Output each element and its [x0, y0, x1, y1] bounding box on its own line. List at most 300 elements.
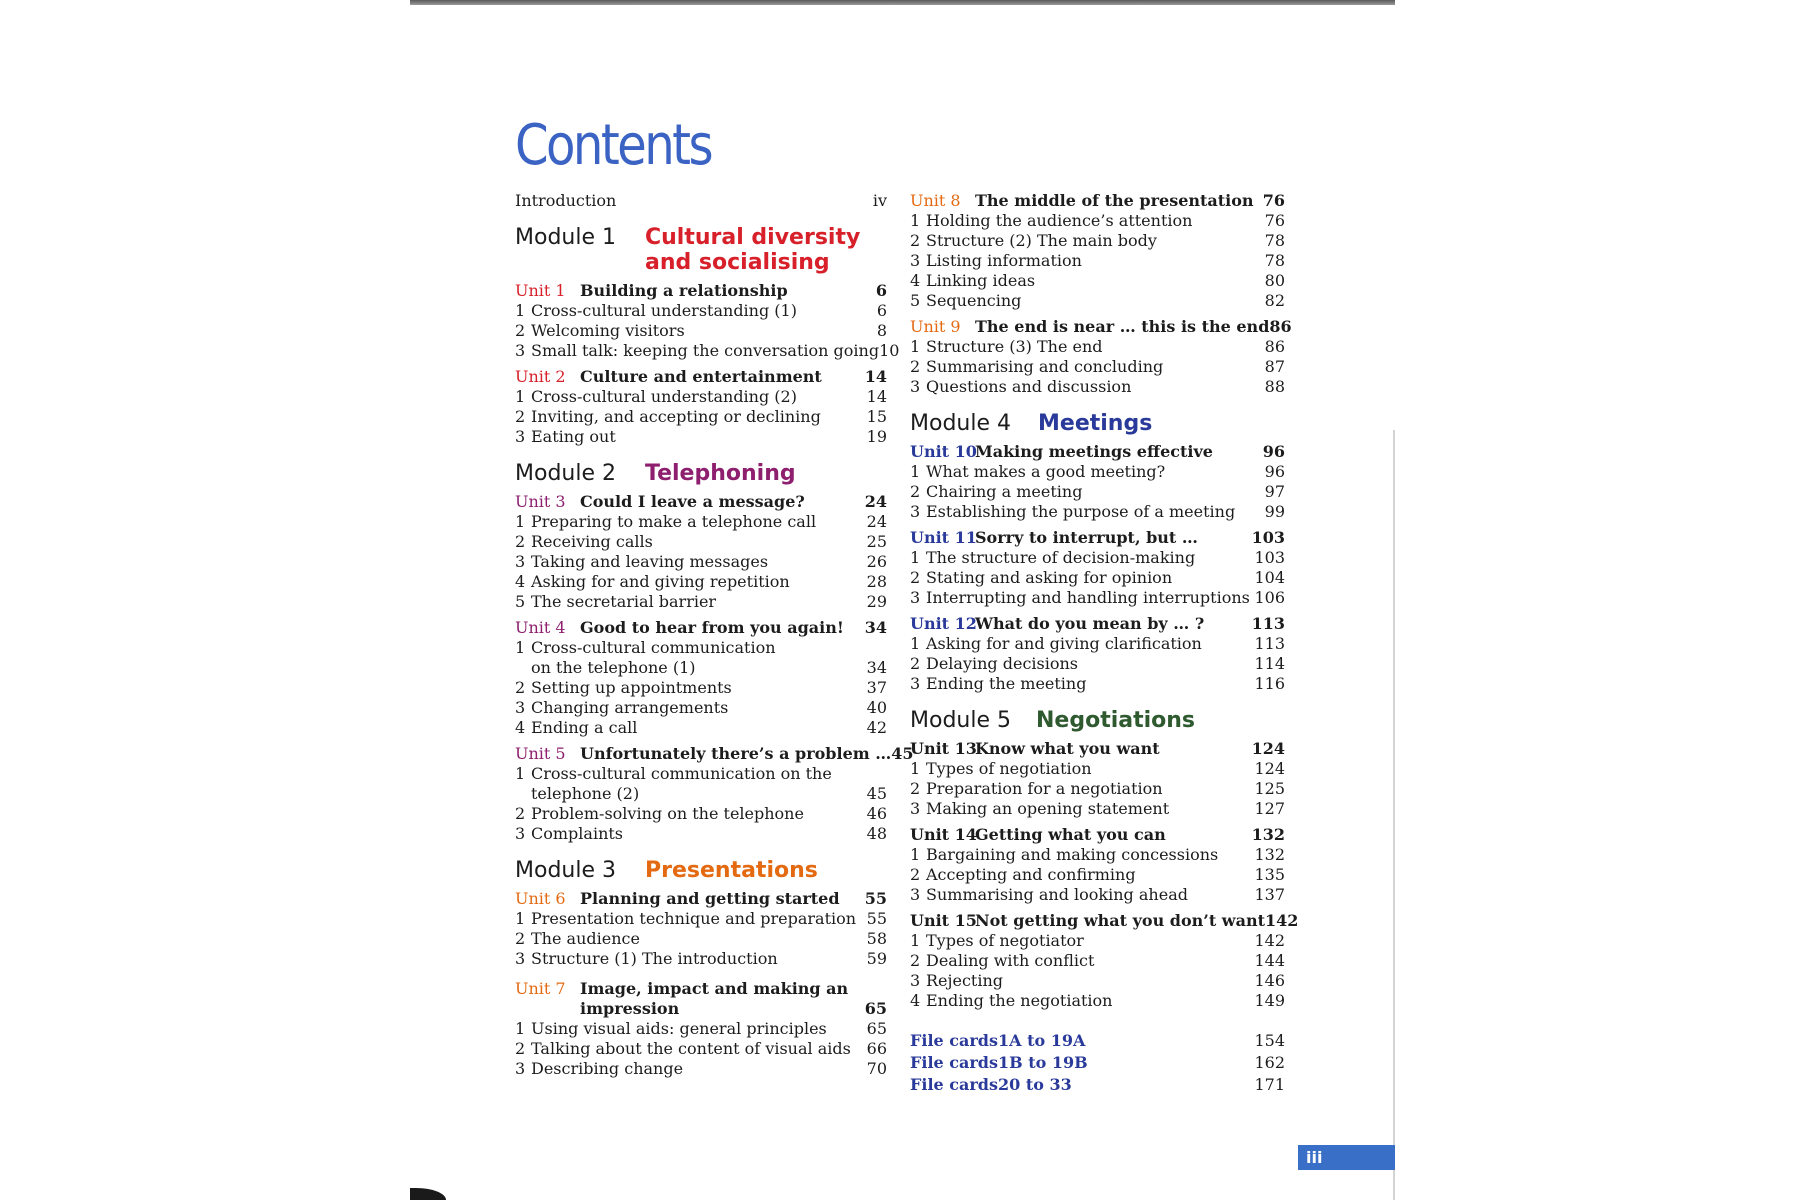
item-number: 3 — [910, 674, 921, 693]
unit-8-page: 76 — [1262, 191, 1285, 210]
item-text: Cross-cultural understanding (2) — [531, 387, 797, 406]
item-text: Setting up appointments — [531, 678, 732, 697]
item-number: 1 — [910, 337, 921, 356]
unit-12-page: 113 — [1251, 614, 1285, 633]
item-page: 65 — [866, 1019, 887, 1038]
unit-9-heading[interactable] — [910, 317, 1292, 337]
unit-15-label: Unit 15 — [910, 911, 977, 930]
item-page: 78 — [1264, 251, 1285, 270]
item-text: Inviting, and accepting or declining — [531, 407, 821, 426]
unit-15-item-1[interactable] — [910, 931, 1285, 951]
scan-right-edge — [1393, 430, 1395, 1200]
item-number: 2 — [910, 482, 921, 501]
module-4-title: Meetings — [1038, 411, 1153, 436]
unit-11-item-1[interactable] — [910, 548, 1285, 568]
unit-5-item-2[interactable] — [515, 804, 887, 824]
item-page: 124 — [1254, 759, 1285, 778]
module-1-heading — [515, 225, 887, 275]
unit-11-title: Sorry to interrupt, but … — [975, 528, 1198, 547]
module-2-title: Telephoning — [645, 461, 796, 486]
item-page: 103 — [1254, 548, 1285, 567]
item-page: 58 — [866, 929, 887, 948]
item-number: 1 — [910, 759, 921, 778]
module-1-label: Module 1 — [515, 225, 616, 250]
unit-13-label: Unit 13 — [910, 739, 977, 758]
unit-9-page: 86 — [1269, 317, 1292, 336]
unit-4-item-1-line1[interactable] — [515, 638, 887, 658]
unit-1-label: Unit 1 — [515, 281, 566, 300]
unit-15-heading[interactable] — [910, 911, 1299, 931]
unit-7-item-1[interactable] — [515, 1019, 887, 1039]
unit-5-item-1-line1[interactable] — [515, 764, 887, 784]
unit-7-label: Unit 7 — [515, 979, 566, 998]
module-1-title-line1: Cultural diversity — [645, 225, 861, 250]
item-text: Summarising and concluding — [926, 357, 1164, 376]
item-page: 48 — [866, 824, 887, 843]
unit-1-item-1[interactable] — [515, 301, 887, 321]
item-number: 3 — [910, 885, 921, 904]
item-text: The secretarial barrier — [531, 592, 717, 611]
item-number: 1 — [910, 634, 921, 653]
unit-8-item-5[interactable] — [910, 291, 1285, 311]
unit-6-title: Planning and getting started — [580, 889, 840, 908]
page-number-badge: iii — [1298, 1145, 1395, 1170]
item-number: 4 — [515, 572, 526, 591]
unit-10-label: Unit 10 — [910, 442, 977, 461]
item-text-continued: on the telephone (1) — [531, 658, 696, 677]
unit-8-item-2[interactable] — [910, 231, 1285, 251]
unit-6-item-2[interactable] — [515, 929, 887, 949]
unit-3-item-2[interactable] — [515, 532, 887, 552]
item-number: 2 — [910, 231, 921, 250]
unit-12-heading[interactable] — [910, 614, 1285, 634]
item-text: Questions and discussion — [926, 377, 1132, 396]
item-text: Interrupting and handling interruptions — [926, 588, 1250, 607]
unit-11-item-2[interactable] — [910, 568, 1285, 588]
unit-3-title: Could I leave a message? — [580, 492, 805, 511]
item-page: 66 — [866, 1039, 887, 1058]
unit-14-title: Getting what you can — [975, 825, 1166, 844]
module-3-title: Presentations — [645, 858, 818, 883]
item-page: 87 — [1264, 357, 1285, 376]
item-text: Cross-cultural communication on the — [531, 764, 832, 783]
item-text: Listing information — [926, 251, 1082, 270]
unit-12-item-3[interactable] — [910, 674, 1285, 694]
item-number: 5 — [515, 592, 526, 611]
unit-3-item-5[interactable] — [515, 592, 887, 612]
unit-4-item-4[interactable] — [515, 718, 887, 738]
item-page: 142 — [1254, 931, 1285, 950]
unit-11-heading[interactable] — [910, 528, 1285, 548]
unit-5-title: Unfortunately there’s a problem … — [580, 744, 892, 763]
item-page: 46 — [866, 804, 887, 823]
introduction-page: iv — [872, 191, 887, 210]
file-cards-label: File cards — [910, 1031, 998, 1050]
unit-14-item-2[interactable] — [910, 865, 1285, 885]
item-page: 113 — [1254, 634, 1285, 653]
module-1-title — [645, 225, 860, 275]
item-number: 4 — [910, 271, 921, 290]
unit-10-item-1[interactable] — [910, 462, 1285, 482]
item-number: 5 — [910, 291, 921, 310]
unit-3-label: Unit 3 — [515, 492, 566, 511]
item-text: Preparation for a negotiation — [926, 779, 1163, 798]
contents-left-column — [515, 191, 914, 1079]
item-page: 55 — [866, 909, 887, 928]
item-text: Structure (1) The introduction — [531, 949, 778, 968]
unit-1-title: Building a relationship — [580, 281, 788, 300]
item-page: 8 — [876, 321, 887, 340]
item-page: 86 — [1264, 337, 1285, 356]
module-5-title: Negotiations — [1036, 708, 1196, 733]
item-number: 2 — [910, 568, 921, 587]
item-text: Problem-solving on the telephone — [531, 804, 804, 823]
item-text: Summarising and looking ahead — [926, 885, 1188, 904]
item-text: Types of negotiation — [926, 759, 1092, 778]
item-text: Receiving calls — [531, 532, 653, 551]
item-page: 104 — [1254, 568, 1285, 587]
item-number: 3 — [515, 698, 526, 717]
unit-2-item-3[interactable] — [515, 427, 887, 447]
item-text: Chairing a meeting — [926, 482, 1083, 501]
unit-9-label: Unit 9 — [910, 317, 961, 336]
item-page: 114 — [1254, 654, 1285, 673]
introduction-entry[interactable] — [515, 191, 887, 211]
unit-1-item-2[interactable] — [515, 321, 887, 341]
unit-14-item-3[interactable] — [910, 885, 1285, 905]
item-page: 99 — [1264, 502, 1285, 521]
item-number: 3 — [515, 949, 526, 968]
item-page: 14 — [866, 387, 887, 406]
item-text: Cross-cultural understanding (1) — [531, 301, 797, 320]
item-page: 40 — [866, 698, 887, 717]
file-cards-page: 154 — [1254, 1031, 1285, 1050]
unit-14-item-1[interactable] — [910, 845, 1285, 865]
unit-9-item-1[interactable] — [910, 337, 1285, 357]
item-text: Describing change — [531, 1059, 684, 1078]
item-page: 29 — [866, 592, 887, 611]
item-text: Establishing the purpose of a meeting — [926, 502, 1236, 521]
item-number: 2 — [515, 929, 526, 948]
item-text: Talking about the content of visual aids — [531, 1039, 851, 1058]
unit-10-title: Making meetings effective — [975, 442, 1213, 461]
item-text: Bargaining and making concessions — [926, 845, 1219, 864]
unit-8-label: Unit 8 — [910, 191, 961, 210]
item-number: 1 — [515, 638, 526, 657]
item-number: 3 — [910, 971, 921, 990]
item-page: 82 — [1264, 291, 1285, 310]
item-text: Preparing to make a telephone call — [531, 512, 817, 531]
unit-6-item-1[interactable] — [515, 909, 887, 929]
unit-8-item-3[interactable] — [910, 251, 1285, 271]
file-cards-label: File cards — [910, 1075, 998, 1094]
module-1-title-line2: and socialising — [645, 250, 830, 275]
item-text: Accepting and confirming — [926, 865, 1136, 884]
unit-15-item-3[interactable] — [910, 971, 1285, 991]
item-text: Ending the negotiation — [926, 991, 1113, 1010]
unit-2-item-2[interactable] — [515, 407, 887, 427]
item-number: 3 — [515, 427, 526, 446]
scan-top-edge — [410, 0, 1395, 5]
module-2-label: Module 2 — [515, 461, 616, 486]
unit-13-item-3[interactable] — [910, 799, 1285, 819]
unit-14-page: 132 — [1251, 825, 1285, 844]
unit-4-item-1-line2[interactable] — [515, 658, 887, 678]
unit-8-item-4[interactable] — [910, 271, 1285, 291]
unit-11-label: Unit 11 — [910, 528, 977, 547]
contents-right-column — [910, 191, 1299, 1097]
unit-8-title: The middle of the presentation — [975, 191, 1254, 210]
unit-10-item-3[interactable] — [910, 502, 1285, 522]
unit-9-item-2[interactable] — [910, 357, 1285, 377]
module-3-label: Module 3 — [515, 858, 616, 883]
item-number: 3 — [910, 251, 921, 270]
unit-5-item-1-line2[interactable] — [515, 784, 887, 804]
unit-4-heading[interactable] — [515, 618, 887, 638]
item-number: 2 — [910, 951, 921, 970]
file-cards-page: 162 — [1254, 1053, 1285, 1072]
item-text: Ending a call — [531, 718, 638, 737]
file-cards-label: File cards — [910, 1053, 998, 1072]
unit-6-page: 55 — [864, 889, 887, 908]
item-page: 116 — [1254, 674, 1285, 693]
item-number: 2 — [515, 532, 526, 551]
unit-10-item-2[interactable] — [910, 482, 1285, 502]
item-text: Welcoming visitors — [531, 321, 685, 340]
item-page: 6 — [876, 301, 887, 320]
item-number: 1 — [910, 462, 921, 481]
item-page: 28 — [866, 572, 887, 591]
unit-1-heading[interactable] — [515, 281, 887, 301]
unit-13-page: 124 — [1251, 739, 1285, 758]
unit-8-heading[interactable] — [910, 191, 1285, 211]
item-text-continued: telephone (2) — [531, 784, 640, 803]
file-cards-entry-2[interactable] — [910, 1053, 1285, 1075]
item-text: Ending the meeting — [926, 674, 1087, 693]
item-number: 4 — [515, 718, 526, 737]
item-page: 125 — [1254, 779, 1285, 798]
item-text: Linking ideas — [926, 271, 1036, 290]
item-number: 2 — [910, 357, 921, 376]
unit-13-item-2[interactable] — [910, 779, 1285, 799]
item-number: 3 — [910, 502, 921, 521]
item-page: 10 — [879, 341, 900, 360]
unit-3-page: 24 — [864, 492, 887, 511]
item-page: 149 — [1254, 991, 1285, 1010]
item-number: 3 — [515, 552, 526, 571]
item-number: 1 — [515, 387, 526, 406]
unit-9-item-3[interactable] — [910, 377, 1285, 397]
item-page: 78 — [1264, 231, 1285, 250]
item-page: 25 — [866, 532, 887, 551]
item-number: 1 — [515, 1019, 526, 1038]
unit-4-title: Good to hear from you again! — [580, 618, 844, 637]
item-page: 80 — [1264, 271, 1285, 290]
unit-3-heading[interactable] — [515, 492, 887, 512]
item-text: What makes a good meeting? — [926, 462, 1166, 481]
item-page: 97 — [1264, 482, 1285, 501]
unit-3-item-1[interactable] — [515, 512, 887, 532]
unit-9-title: The end is near … this is the end — [975, 317, 1270, 336]
unit-5-item-3[interactable] — [515, 824, 887, 844]
item-page: 42 — [866, 718, 887, 737]
item-page: 24 — [866, 512, 887, 531]
item-text: Structure (2) The main body — [926, 231, 1157, 250]
unit-7-heading-line2[interactable] — [515, 999, 887, 1019]
module-5-label: Module 5 — [910, 708, 1011, 733]
unit-14-heading[interactable] — [910, 825, 1285, 845]
file-cards-entry-3[interactable] — [910, 1075, 1285, 1097]
item-text: Asking for and giving repetition — [531, 572, 790, 591]
unit-12-label: Unit 12 — [910, 614, 977, 633]
unit-2-title: Culture and entertainment — [580, 367, 822, 386]
unit-2-item-1[interactable] — [515, 387, 887, 407]
item-text: Taking and leaving messages — [531, 552, 769, 571]
unit-5-heading[interactable] — [515, 744, 914, 764]
unit-4-item-3[interactable] — [515, 698, 887, 718]
item-number: 3 — [910, 799, 921, 818]
unit-12-title: What do you mean by … ? — [975, 614, 1205, 633]
unit-12-item-1[interactable] — [910, 634, 1285, 654]
item-page: 70 — [866, 1059, 887, 1078]
unit-7-title: Image, impact and making an — [580, 979, 849, 998]
file-cards-range: 1A to 19A — [998, 1031, 1086, 1050]
unit-1-page: 6 — [875, 281, 887, 300]
item-text: Dealing with conflict — [926, 951, 1095, 970]
item-number: 3 — [515, 341, 526, 360]
unit-15-title: Not getting what you don’t want — [975, 911, 1265, 930]
item-text: Holding the audience’s attention — [926, 211, 1193, 230]
unit-2-label: Unit 2 — [515, 367, 566, 386]
item-page: 96 — [1264, 462, 1285, 481]
page-title: Contents — [515, 113, 711, 178]
unit-15-item-2[interactable] — [910, 951, 1285, 971]
unit-6-heading[interactable] — [515, 889, 887, 909]
item-page: 135 — [1254, 865, 1285, 884]
item-page: 132 — [1254, 845, 1285, 864]
item-text: Small talk: keeping the conversation going — [531, 341, 880, 360]
unit-7-heading[interactable] — [515, 979, 887, 999]
item-text: Structure (3) The end — [926, 337, 1103, 356]
item-page: 45 — [866, 784, 887, 803]
unit-5-page: 45 — [891, 744, 914, 763]
file-cards-page: 171 — [1254, 1075, 1285, 1094]
item-text: Making an opening statement — [926, 799, 1170, 818]
item-number: 1 — [515, 512, 526, 531]
unit-1-item-3[interactable] — [515, 341, 900, 361]
item-page: 127 — [1254, 799, 1285, 818]
unit-15-item-4[interactable] — [910, 991, 1285, 1011]
item-number: 1 — [910, 931, 921, 950]
unit-3-item-4[interactable] — [515, 572, 887, 592]
item-page: 15 — [866, 407, 887, 426]
item-number: 2 — [515, 804, 526, 823]
item-number: 3 — [910, 377, 921, 396]
item-number: 2 — [910, 654, 921, 673]
item-page: 37 — [866, 678, 887, 697]
item-number: 3 — [515, 1059, 526, 1078]
unit-2-heading[interactable] — [515, 367, 887, 387]
unit-12-item-2[interactable] — [910, 654, 1285, 674]
item-page: 144 — [1254, 951, 1285, 970]
unit-4-item-2[interactable] — [515, 678, 887, 698]
unit-13-heading[interactable] — [910, 739, 1285, 759]
unit-7-item-2[interactable] — [515, 1039, 887, 1059]
item-number: 2 — [515, 678, 526, 697]
item-number: 2 — [515, 1039, 526, 1058]
file-cards-range: 20 to 33 — [998, 1075, 1072, 1094]
page-curl — [410, 1188, 446, 1200]
introduction-label: Introduction — [515, 191, 617, 210]
item-text: Stating and asking for opinion — [926, 568, 1173, 587]
unit-13-item-1[interactable] — [910, 759, 1285, 779]
unit-6-item-3[interactable] — [515, 949, 887, 969]
unit-11-page: 103 — [1251, 528, 1285, 547]
item-number: 2 — [910, 865, 921, 884]
item-text: Sequencing — [926, 291, 1022, 310]
item-number: 1 — [910, 845, 921, 864]
item-number: 1 — [515, 909, 526, 928]
module-5-heading — [910, 708, 1285, 733]
unit-7-page: 65 — [864, 999, 887, 1018]
item-text: Types of negotiator — [926, 931, 1084, 950]
unit-3-item-3[interactable] — [515, 552, 887, 572]
item-text: Using visual aids: general principles — [531, 1019, 827, 1038]
item-page: 137 — [1254, 885, 1285, 904]
unit-14-label: Unit 14 — [910, 825, 977, 844]
item-text: Changing arrangements — [531, 698, 729, 717]
unit-6-label: Unit 6 — [515, 889, 566, 908]
module-4-label: Module 4 — [910, 411, 1011, 436]
item-number: 1 — [910, 211, 921, 230]
unit-7-title-continued: impression — [580, 999, 680, 1018]
file-cards-range: 1B to 19B — [998, 1053, 1088, 1072]
item-text: Cross-cultural communication — [531, 638, 776, 657]
item-page: 19 — [866, 427, 887, 446]
item-page: 88 — [1264, 377, 1285, 396]
unit-10-page: 96 — [1262, 442, 1285, 461]
unit-7-item-3[interactable] — [515, 1059, 887, 1079]
unit-10-heading[interactable] — [910, 442, 1285, 462]
module-4-heading — [910, 411, 1285, 436]
item-number: 3 — [515, 824, 526, 843]
item-text: The audience — [531, 929, 640, 948]
item-page: 34 — [866, 658, 887, 677]
item-page: 146 — [1254, 971, 1285, 990]
unit-15-page: 142 — [1264, 911, 1299, 930]
item-text: Asking for and giving clarification — [926, 634, 1202, 653]
unit-11-item-3[interactable] — [910, 588, 1285, 608]
item-page: 106 — [1254, 588, 1285, 607]
item-number: 2 — [515, 407, 526, 426]
item-text: Delaying decisions — [926, 654, 1079, 673]
item-text: The structure of decision-making — [926, 548, 1196, 567]
item-page: 26 — [866, 552, 887, 571]
unit-8-item-1[interactable] — [910, 211, 1285, 231]
module-3-heading — [515, 858, 887, 883]
unit-4-label: Unit 4 — [515, 618, 566, 637]
unit-5-label: Unit 5 — [515, 744, 566, 763]
item-number: 2 — [515, 321, 526, 340]
unit-13-title: Know what you want — [975, 739, 1160, 758]
item-number: 1 — [910, 548, 921, 567]
item-text: Eating out — [531, 427, 616, 446]
file-cards-entry-1[interactable] — [910, 1031, 1285, 1053]
module-2-heading — [515, 461, 887, 486]
item-page: 76 — [1264, 211, 1285, 230]
unit-2-page: 14 — [864, 367, 887, 386]
unit-4-page: 34 — [864, 618, 887, 637]
